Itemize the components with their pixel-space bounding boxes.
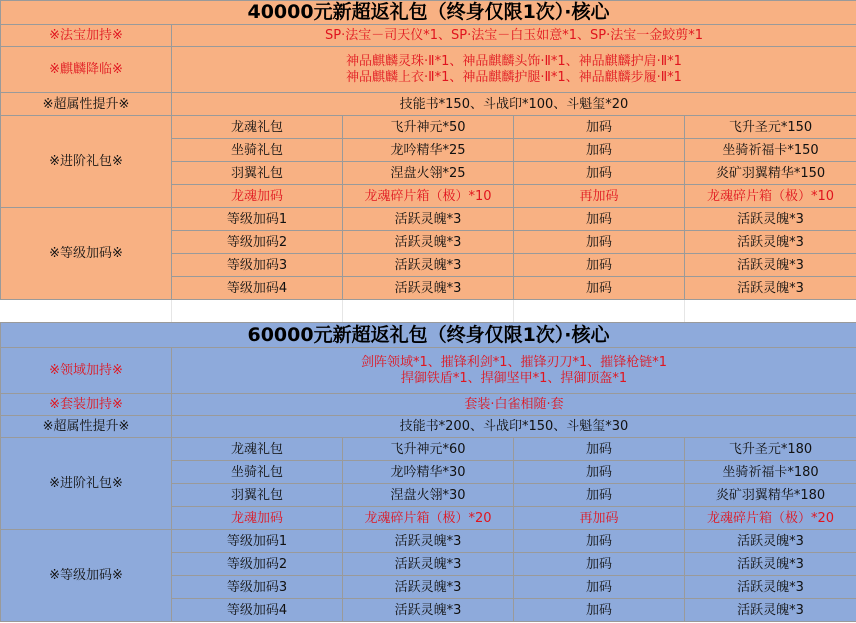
row-content-super-attr: 技能书*200、斗战印*150、斗魁玺*30 bbox=[172, 416, 856, 438]
cell: 等级加码2 bbox=[172, 231, 343, 254]
cell: 活跃灵魄*3 bbox=[343, 231, 514, 254]
cell: 活跃灵魄*3 bbox=[343, 208, 514, 231]
cell: 飞升神元*50 bbox=[343, 116, 514, 139]
cell: 龙魂碎片箱（极）*10 bbox=[685, 185, 856, 208]
row-label-suit: ※套装加持※ bbox=[1, 394, 172, 416]
cell: 活跃灵魄*3 bbox=[685, 231, 856, 254]
cell: 活跃灵魄*3 bbox=[343, 576, 514, 599]
row-label-super-attr: ※超属性提升※ bbox=[1, 416, 172, 438]
cell: 活跃灵魄*3 bbox=[685, 254, 856, 277]
cell: 活跃灵魄*3 bbox=[343, 530, 514, 553]
cell: 加码 bbox=[514, 162, 685, 185]
cell: 加码 bbox=[514, 139, 685, 162]
cell: 活跃灵魄*3 bbox=[343, 277, 514, 300]
cell: 加码 bbox=[514, 484, 685, 507]
cell: 等级加码1 bbox=[172, 530, 343, 553]
cell: 加码 bbox=[514, 599, 685, 622]
row-label-fabao: ※法宝加持※ bbox=[1, 25, 172, 47]
cell: 龙魂礼包 bbox=[172, 438, 343, 461]
cell: 活跃灵魄*3 bbox=[685, 530, 856, 553]
cell: 等级加码2 bbox=[172, 553, 343, 576]
package-40000-table bbox=[0, 0, 856, 300]
row-content-suit: 套装·白雀相随·套 bbox=[172, 394, 856, 416]
cell: 坐骑祈福卡*180 bbox=[685, 461, 856, 484]
cell: 活跃灵魄*3 bbox=[343, 599, 514, 622]
cell: 坐骑祈福卡*150 bbox=[685, 139, 856, 162]
qilin-line-2: 神品麒麟上衣·Ⅱ*1、神品麒麟护腿·Ⅱ*1、神品麒麟步履·Ⅱ*1 bbox=[346, 69, 682, 85]
cell: 飞升神元*60 bbox=[343, 438, 514, 461]
cell: 加码 bbox=[514, 461, 685, 484]
row-label-advance: ※进阶礼包※ bbox=[1, 438, 172, 530]
grid-line bbox=[513, 300, 514, 322]
cell: 等级加码3 bbox=[172, 254, 343, 277]
cell: 龙魂礼包 bbox=[172, 116, 343, 139]
cell: 活跃灵魄*3 bbox=[343, 553, 514, 576]
cell: 活跃灵魄*3 bbox=[685, 208, 856, 231]
cell: 龙魂加码 bbox=[172, 507, 343, 530]
cell: 加码 bbox=[514, 553, 685, 576]
blank-row bbox=[0, 300, 856, 322]
cell: 炎矿羽翼精华*180 bbox=[685, 484, 856, 507]
cell: 加码 bbox=[514, 530, 685, 553]
cell: 飞升圣元*180 bbox=[685, 438, 856, 461]
package-title: 40000元新超返礼包（终身仅限1次）·核心 bbox=[1, 1, 856, 25]
qilin-line-1: 神品麒麟灵珠·Ⅱ*1、神品麒麟头饰·Ⅱ*1、神品麒麟护肩·Ⅱ*1 bbox=[346, 53, 682, 69]
cell: 活跃灵魄*3 bbox=[685, 277, 856, 300]
grid-line bbox=[342, 300, 343, 322]
cell: 活跃灵魄*3 bbox=[685, 576, 856, 599]
cell: 等级加码4 bbox=[172, 277, 343, 300]
cell: 等级加码4 bbox=[172, 599, 343, 622]
cell: 龙吟精华*30 bbox=[343, 461, 514, 484]
cell: 涅盘火翎*30 bbox=[343, 484, 514, 507]
cell: 龙吟精华*25 bbox=[343, 139, 514, 162]
domain-line-2: 捍御铁盾*1、捍御坚甲*1、捍御顶盔*1 bbox=[400, 370, 628, 386]
cell: 羽翼礼包 bbox=[172, 162, 343, 185]
row-label-level: ※等级加码※ bbox=[1, 208, 172, 300]
cell: 飞升圣元*150 bbox=[685, 116, 856, 139]
row-label-domain: ※领域加持※ bbox=[1, 348, 172, 394]
cell: 坐骑礼包 bbox=[172, 461, 343, 484]
cell: 再加码 bbox=[514, 507, 685, 530]
cell: 坐骑礼包 bbox=[172, 139, 343, 162]
row-label-advance: ※进阶礼包※ bbox=[1, 116, 172, 208]
row-content-domain bbox=[172, 348, 856, 394]
package-title: 60000元新超返礼包（终身仅限1次）·核心 bbox=[1, 323, 856, 348]
cell: 加码 bbox=[514, 438, 685, 461]
grid-line bbox=[684, 300, 685, 322]
cell: 龙魂碎片箱（极）*20 bbox=[685, 507, 856, 530]
cell: 再加码 bbox=[514, 185, 685, 208]
cell: 加码 bbox=[514, 231, 685, 254]
row-content-super-attr: 技能书*150、斗战印*100、斗魁玺*20 bbox=[172, 93, 856, 116]
cell: 龙魂碎片箱（极）*10 bbox=[343, 185, 514, 208]
row-label-level: ※等级加码※ bbox=[1, 530, 172, 622]
cell: 炎矿羽翼精华*150 bbox=[685, 162, 856, 185]
row-content-qilin bbox=[172, 47, 856, 93]
cell: 龙魂加码 bbox=[172, 185, 343, 208]
cell: 龙魂碎片箱（极）*20 bbox=[343, 507, 514, 530]
cell: 等级加码1 bbox=[172, 208, 343, 231]
grid-line bbox=[171, 300, 172, 322]
cell: 加码 bbox=[514, 254, 685, 277]
row-content-fabao: SP·法宝－司天仪*1、SP·法宝－白玉如意*1、SP·法宝一金蛟剪*1 bbox=[172, 25, 856, 47]
cell: 加码 bbox=[514, 116, 685, 139]
domain-line-1: 剑阵领域*1、摧锋利剑*1、摧锋刃刀*1、摧锋枪链*1 bbox=[360, 354, 668, 370]
cell: 活跃灵魄*3 bbox=[685, 599, 856, 622]
cell: 活跃灵魄*3 bbox=[343, 254, 514, 277]
row-label-qilin: ※麒麟降临※ bbox=[1, 47, 172, 93]
cell: 加码 bbox=[514, 208, 685, 231]
cell: 加码 bbox=[514, 277, 685, 300]
cell: 羽翼礼包 bbox=[172, 484, 343, 507]
package-60000-table bbox=[0, 322, 856, 622]
cell: 涅盘火翎*25 bbox=[343, 162, 514, 185]
cell: 等级加码3 bbox=[172, 576, 343, 599]
cell: 加码 bbox=[514, 576, 685, 599]
cell: 活跃灵魄*3 bbox=[685, 553, 856, 576]
row-label-super-attr: ※超属性提升※ bbox=[1, 93, 172, 116]
